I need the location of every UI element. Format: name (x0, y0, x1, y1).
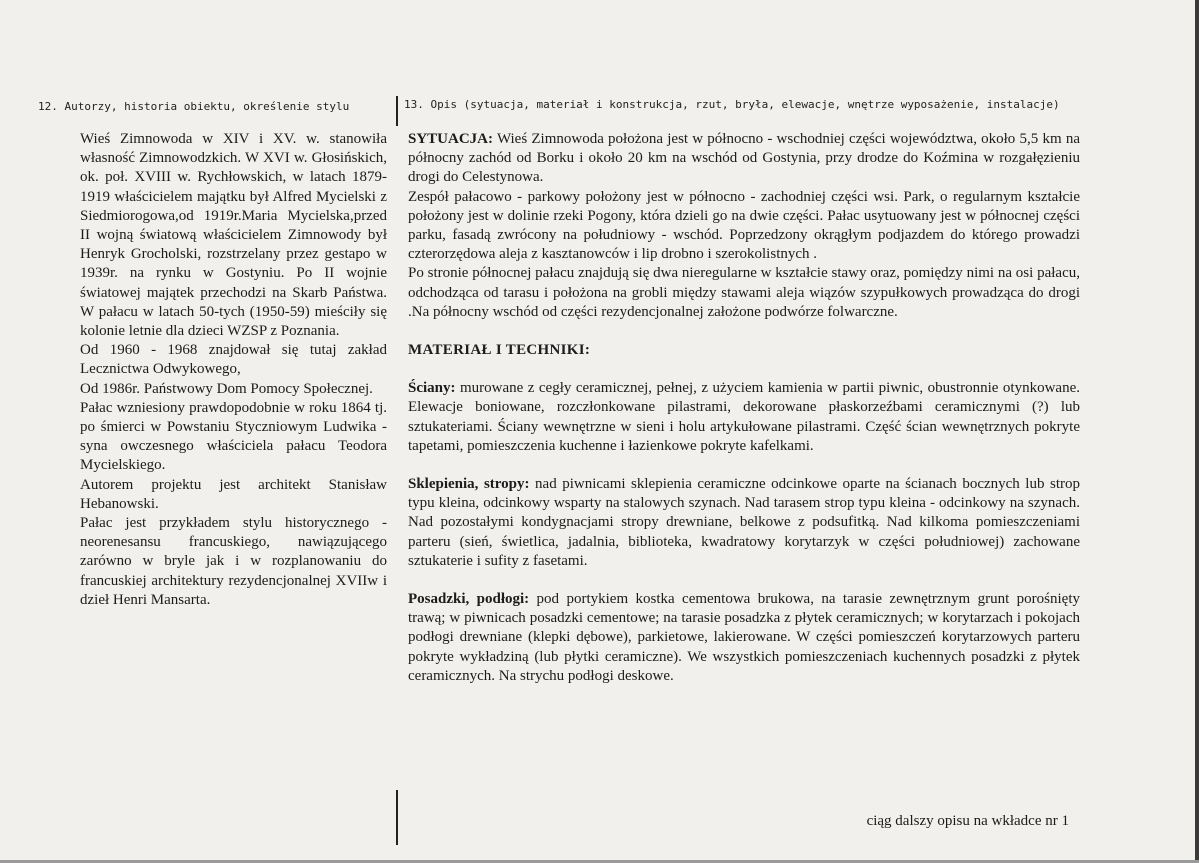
column-divider-top (396, 96, 398, 126)
situation-heading: SYTUACJA: (408, 131, 494, 147)
history-paragraph: Pałac jest przykładem stylu historycznego - neorenesansu francuskiego, nawiązującego zarówno w bryle jak i w rozplanowaniu do francuskiej architektury rezydencjonalnej XVIIw i dzieł Henri Mansarta. (80, 515, 387, 608)
floors-heading: Posadzki, podłogi: (408, 591, 530, 608)
situation-text: Wieś Zimnowoda położona jest w północno - wschodniej części województwa, około 5,5 km na północny zachód od Borku i około 20 km na wschód od Gostynia, przy drodze do Koźmina w rozgałęzieniu drogi do Celestynowa. (408, 131, 1080, 186)
walls-paragraph (408, 379, 1080, 456)
situation-paragraph (408, 130, 1080, 188)
floors-paragraph (408, 590, 1080, 686)
vaults-text: nad piwnicami sklepienia ceramiczne odcinkowe oparte na ścianach bocznych lub strop typu kleina, odcinkowy wsparty na stalowych szynach. Nad tarasem strop typu kleina - odcinkowy na szynach. Nad pozostałymi kondygnacjami stropy drewniane, belkowe z podsufitką. Nad kilkoma pomieszczeniami parteru (sień, świetlica, jadalnia, biblioteka, kwadratowy korytarzyk w części południowej) zachowane sztukaterie i sufity z fasetami. (408, 476, 1080, 569)
spacer (408, 456, 1080, 475)
column-divider-bottom (396, 790, 398, 845)
history-paragraph: Od 1960 - 1968 znajdował się tutaj zakład Lecznictwa Odwykowego, (80, 342, 387, 378)
walls-text: murowane z cegły ceramicznej, pełnej, z użyciem kamienia w partii piwnic, obustronnie otynkowane. Elewacje boniowane, rozczłonkowane pilastrami, dekorowane płaskorzeźbami ceramicznymi (?) lub sztukateriami. Ściany wewnętrzne w sieni i holu artykułowane pilastrami. Część ścian wewnętrznych pokryte tapetami, pomieszczenia kuchenne i łazienkowe pokryte kafelkami. (408, 380, 1080, 454)
history-paragraph: Od 1986r. Państwowy Dom Pomocy Społecznej. (80, 380, 373, 397)
spacer (408, 571, 1080, 590)
floors-text: pod portykiem kostka cementowa brukowa, na tarasie zewnętrznym grunt porośnięty trawą; w piwnicach posadzki cementowe; na tarasie posadzka z płytek ceramicznych; w korytarzach i pokojach podłogi drewniane (klepki dębowe), parkietowe, lakierowane. W części pomieszczeń korytarzowych parteru pokryte wykładziną (lub płytki ceramiczne). We wszystkich pomieszczeniach kuchennych posadzki z płytek ceramicznych. Na strychu podłogi deskowe. (408, 591, 1080, 684)
vaults-paragraph (408, 475, 1080, 571)
spacer (408, 360, 1080, 379)
walls-heading: Ściany: (408, 380, 456, 397)
spacer (408, 322, 1080, 341)
materials-heading: MATERIAŁ I TECHNIKI: (408, 342, 591, 359)
history-column (80, 130, 387, 610)
section-12-header: 12. Autorzy, historia obiektu, określenie stylu (38, 100, 350, 113)
continuation-note: ciąg dalszy opisu na wkładce nr 1 (866, 813, 1069, 829)
vaults-heading: Sklepienia, stropy: (408, 476, 530, 493)
page-edge (1195, 0, 1199, 863)
description-column (408, 130, 1080, 686)
park-paragraph: Zespół pałacowo - parkowy położony jest w północno - zachodniej części wsi. Park, o regularnym kształcie położony jest w dolinie rzeki Pogony, która dzieli go na dwie części. Pałac usytuowany jest w północnej części parku, fasadą zwrócony na południowy - wschód. Poprzedzony okrągłym podjazdem do którego prowadzi czterorzędowa aleja z kasztanowców i lip drobno i szerokolistnych . (408, 188, 1080, 263)
history-paragraph: Autorem projektu jest architekt Stanisław Hebanowski. (80, 476, 387, 512)
section-13-header: 13. Opis (sytuacja, materiał i konstrukcja, rzut, bryła, elewacje, wnętrze wyposażenie, instalacje) (404, 98, 1060, 111)
history-paragraph: Wieś Zimnowoda w XIV i XV. w. stanowiła własność Zimnowodzkich. W XVI w. Głosińskich, ok. poł. XVIII w. Rychłowskich, w latach 1879-1919 właścicielem majątku był Alfred Mycielski z Siedmiorogowa,od 1919r.Maria Mycielska,przed II wojną światową właścicielem Zimnowody był Henryk Grocholski, rozstrzelany przez gestapo w 1939r. na rynku w Gostyniu. Po II wojnie światowej majątek przechodzi na Skarb Państwa. W pałacu w latach 50-tych (1950-59) mieściły się kolonie letnie dla dzieci WZSP z Poznania. (80, 131, 387, 340)
history-paragraph: Pałac wzniesiony prawdopodobnie w roku 1864 tj. po śmierci w Powstaniu Styczniowym Ludwika - syna owczesnego właściciela pałacu Teodora Mycielskiego. (80, 399, 387, 474)
ponds-paragraph: Po stronie północnej pałacu znajdują się dwa nieregularne w kształcie stawy oraz, pomiędzy nimi na osi pałacu, odchodząca od tarasu i położona na grobli między stawami aleja wiązów szypułkowych prowadząca do drogi .Na północny wschód od części rezydencjonalnej założone podwórze folwarczne. (408, 265, 1080, 320)
